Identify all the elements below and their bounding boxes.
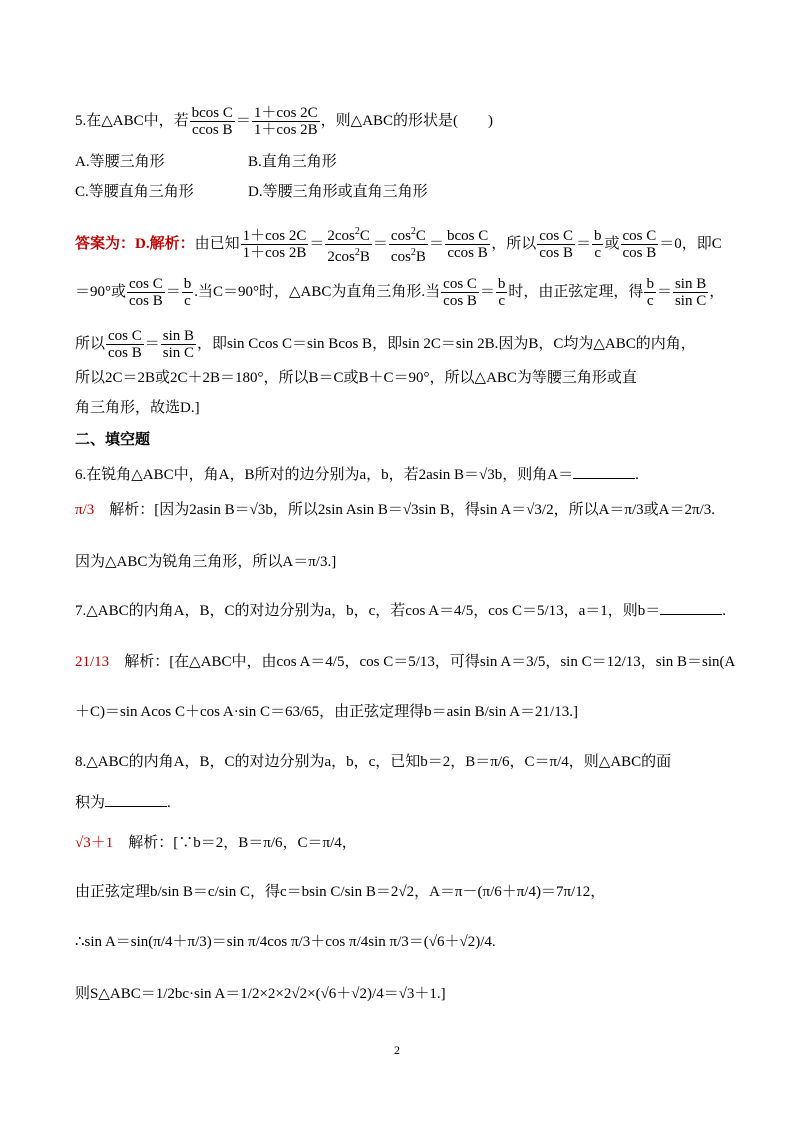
q5-eq: ＝ — [235, 112, 251, 129]
q7-answer: 21/13 — [75, 654, 110, 670]
q5-sol2-frac-e: $\frac{b}{c}$ — [646, 276, 654, 309]
q5-opt-d: D.等腰三角形或直角三角形 — [248, 184, 428, 200]
q6-answer: π/3 — [75, 502, 95, 518]
q6-solution-line2: 因为△ABC为锐角三角形，所以A＝π/3.] — [75, 554, 337, 570]
q5-sol3-frac-b: $\frac{\text{sin B}}{\text{sin C}}$ — [162, 328, 195, 361]
q5-sol-l3b: ，即sin Ccos C＝sin Bcos B，即sin 2C＝sin 2B.因为B，C均为△ABC的内角， — [197, 335, 696, 352]
page-number: 2 — [394, 1043, 400, 1057]
q5-sol-frac-a: $\frac{1+\cos 2C}{1+\cos 2B}$ — [242, 228, 307, 261]
q8-sol-l1: 解析：[∵b＝2，B＝π/6，C＝π/4， — [128, 835, 357, 851]
q8-stem-l2-text: 积为 — [75, 795, 106, 811]
q5-sol-l2: ＝90°或 — [75, 283, 126, 300]
q5-opt-b: B.直角三角形 — [248, 154, 337, 170]
q8-solution-line3: ∴sin A＝sin(π/4＋π/3)＝sin π/4cos π/3＋cos π/4sin π/3＝(√6＋√2)/4. — [75, 934, 496, 950]
q5-sol-frac-d: $\frac{\text{bcos C}}{\text{ccos B}}$ — [446, 228, 489, 261]
q5-opt-a: A.等腰三角形 — [75, 154, 165, 170]
q5-sol-frac-g: $\frac{\text{cos C}}{\text{cos B}}$ — [622, 228, 657, 261]
q5-frac2-num: 1＋cos 2C — [253, 105, 318, 121]
q5-sol3-frac-a: $\frac{\text{cos C}}{\text{cos B}}$ — [108, 328, 142, 361]
q5-sol2-frac-a: $\frac{\text{cos C}}{\text{cos B}}$ — [129, 276, 163, 309]
q5-frac1-num: bcos C — [191, 105, 233, 121]
q5-stem — [75, 105, 493, 138]
q7-stem-text: 7.△ABC的内角A，B，C的对边分别为a，b，c，若cos A＝4/5，cos C＝5/13，a＝1，则b＝ — [75, 603, 661, 619]
q8-blank — [105, 792, 167, 807]
q6-stem: 6.在锐角△ABC中，角A，B所对的边分别为a，b，若2asin B＝√3b，则角A＝ . — [75, 464, 639, 485]
q5-solution-line2: ＝90°或 $\frac{\text{cos C}}{\text{cos B}}$ ＝ $\frac{b}{c}$ .当C＝90°时，△ABC为直角三角形.当 $\frac{\text{cos C}}{\text{cos B}}$ ＝ $\frac{b}{c}$ 时，由正弦定理，得 $\frac{b}{c}$ ＝ $\frac{\text{sin B}}{\text{sin C}}$ ， — [75, 276, 725, 309]
q5-sol-frac-b: $\frac{2\cos^2C}{2\cos^2B}$ — [327, 226, 370, 265]
q5-solution-line4: 所以2C＝2B或2C＋2B＝180°，所以B＝C或B＋C＝90°，所以△ABC为等腰三角形或直 — [75, 370, 637, 386]
q5-sol-l2c: 时，由正弦定理，得 — [508, 283, 644, 300]
q7-stem: 7.△ABC的内角A，B，C的对边分别为a，b，c，若cos A＝4/5，cos C＝5/13，a＝1，则b＝ . — [75, 600, 726, 621]
q7-solution-line1 — [75, 652, 735, 672]
q5-sol-l1a: 由已知 — [194, 235, 240, 252]
q5-solution-line3: 所以 $\frac{\text{cos C}}{\text{cos B}}$ ＝ $\frac{\text{sin B}}{\text{sin C}}$ ，即sin Ccos C＝sin Bcos B，即sin 2C＝sin 2B.因为B，C均为△ABC的内角， — [75, 328, 696, 361]
q5-sol-l3a: 所以 — [75, 335, 106, 352]
q8-solution-line2: 由正弦定理b/sin B＝c/sin C，得c＝bsin C/sin B＝2√2，A＝π－(π/6＋π/4)＝7π/12， — [75, 884, 606, 900]
q5-solution-line5: 角三角形，故选D.] — [75, 400, 200, 416]
q6-blank — [573, 464, 635, 479]
q5-sol2-frac-b: $\frac{b}{c}$ — [183, 276, 192, 309]
q8-stem-line2: 积为 . — [75, 792, 171, 813]
q5-answer-label: 答案为：D.解析： — [75, 235, 195, 252]
q5-sol-frac-f: $\frac{b}{c}$ — [593, 228, 602, 261]
q7-solution-line2: ＋C)＝sin Acos C＋cos A·sin C＝63/65，由正弦定理得b＝asin B/sin A＝21/13.] — [75, 704, 578, 720]
q5-sol-l2b: .当C＝90°时，△ABC为直角三角形.当 — [194, 283, 441, 300]
q5-sol2-frac-c: $\frac{\text{cos C}}{\text{cos B}}$ — [443, 276, 477, 309]
q5-frac2 — [252, 105, 320, 138]
q7-blank — [660, 600, 722, 615]
q8-solution-line1 — [75, 833, 357, 853]
q8-solution-line4: 则S△ABC＝1/2bc·sin A＝1/2×2×2√2×(√6＋√2)/4＝√3＋1.] — [75, 986, 446, 1002]
q5-solution-line1: 答案为：D.解析：由已知 $\frac{1+\cos 2C}{1+\cos 2B}$ ＝ $\frac{2\cos^2C}{2\cos^2B}$ ＝ $\frac{\cos^2C}{\cos^2B}$ ＝ $\frac{\text{bcos C}}{\text{ccos B}}$ ，所以 $\frac{\text{cos C}}{\text{cos B}}$ ＝ $\frac{b}{c}$ 或 $\frac{\text{cos C}}{\text{cos B}}$ ＝0，即C — [75, 226, 722, 265]
q6-stem-text: 6.在锐角△ABC中，角A，B所对的边分别为a，b，若2asin B＝√3b，则角A＝ — [75, 467, 574, 483]
q6-solution-line1 — [75, 500, 715, 520]
q5-sol-frac-e: $\frac{\text{cos C}}{\text{cos B}}$ — [539, 228, 573, 261]
q5-stem-a: 5.在△ABC中，若 — [75, 112, 189, 129]
q5-sol-l1-tail: ，所以 — [491, 235, 537, 252]
q7-sol-l1: 解析：[在△ABC中，由cos A＝4/5，cos C＝5/13，可得sin A＝3/5，sin C＝12/13，sin B＝sin(A — [124, 654, 736, 670]
q6-sol-l1: 解析：[因为2asin B＝√3b，所以2sin Asin B＝√3sin B，得sin A＝√3/2，所以A＝π/3或A＝2π/3. — [109, 502, 715, 518]
q8-stem-line1: 8.△ABC的内角A，B，C的对边分别为a，b，c，已知b＝2，B＝π/6，C＝π/4，则△ABC的面 — [75, 754, 672, 770]
q5-frac1 — [190, 105, 235, 138]
q5-stem-b: ，则△ABC的形状是( ) — [320, 112, 494, 129]
q5-sol-l1-end: ＝0，即C — [659, 235, 722, 252]
q5-frac2-den: 1＋cos 2B — [253, 122, 318, 138]
q5-opt-c: C.等腰直角三角形 — [75, 184, 194, 200]
q5-frac1-den: ccos B — [192, 122, 233, 138]
q5-sol2-frac-f: $\frac{\text{sin B}}{\text{sin C}}$ — [674, 276, 707, 309]
q5-sol-frac-c: $\frac{\cos^2C}{\cos^2B}$ — [390, 226, 426, 265]
q8-answer: √3＋1 — [75, 835, 114, 851]
section-title: 二、填空题 — [75, 431, 151, 448]
q5-sol2-frac-d: $\frac{b}{c}$ — [497, 276, 506, 309]
